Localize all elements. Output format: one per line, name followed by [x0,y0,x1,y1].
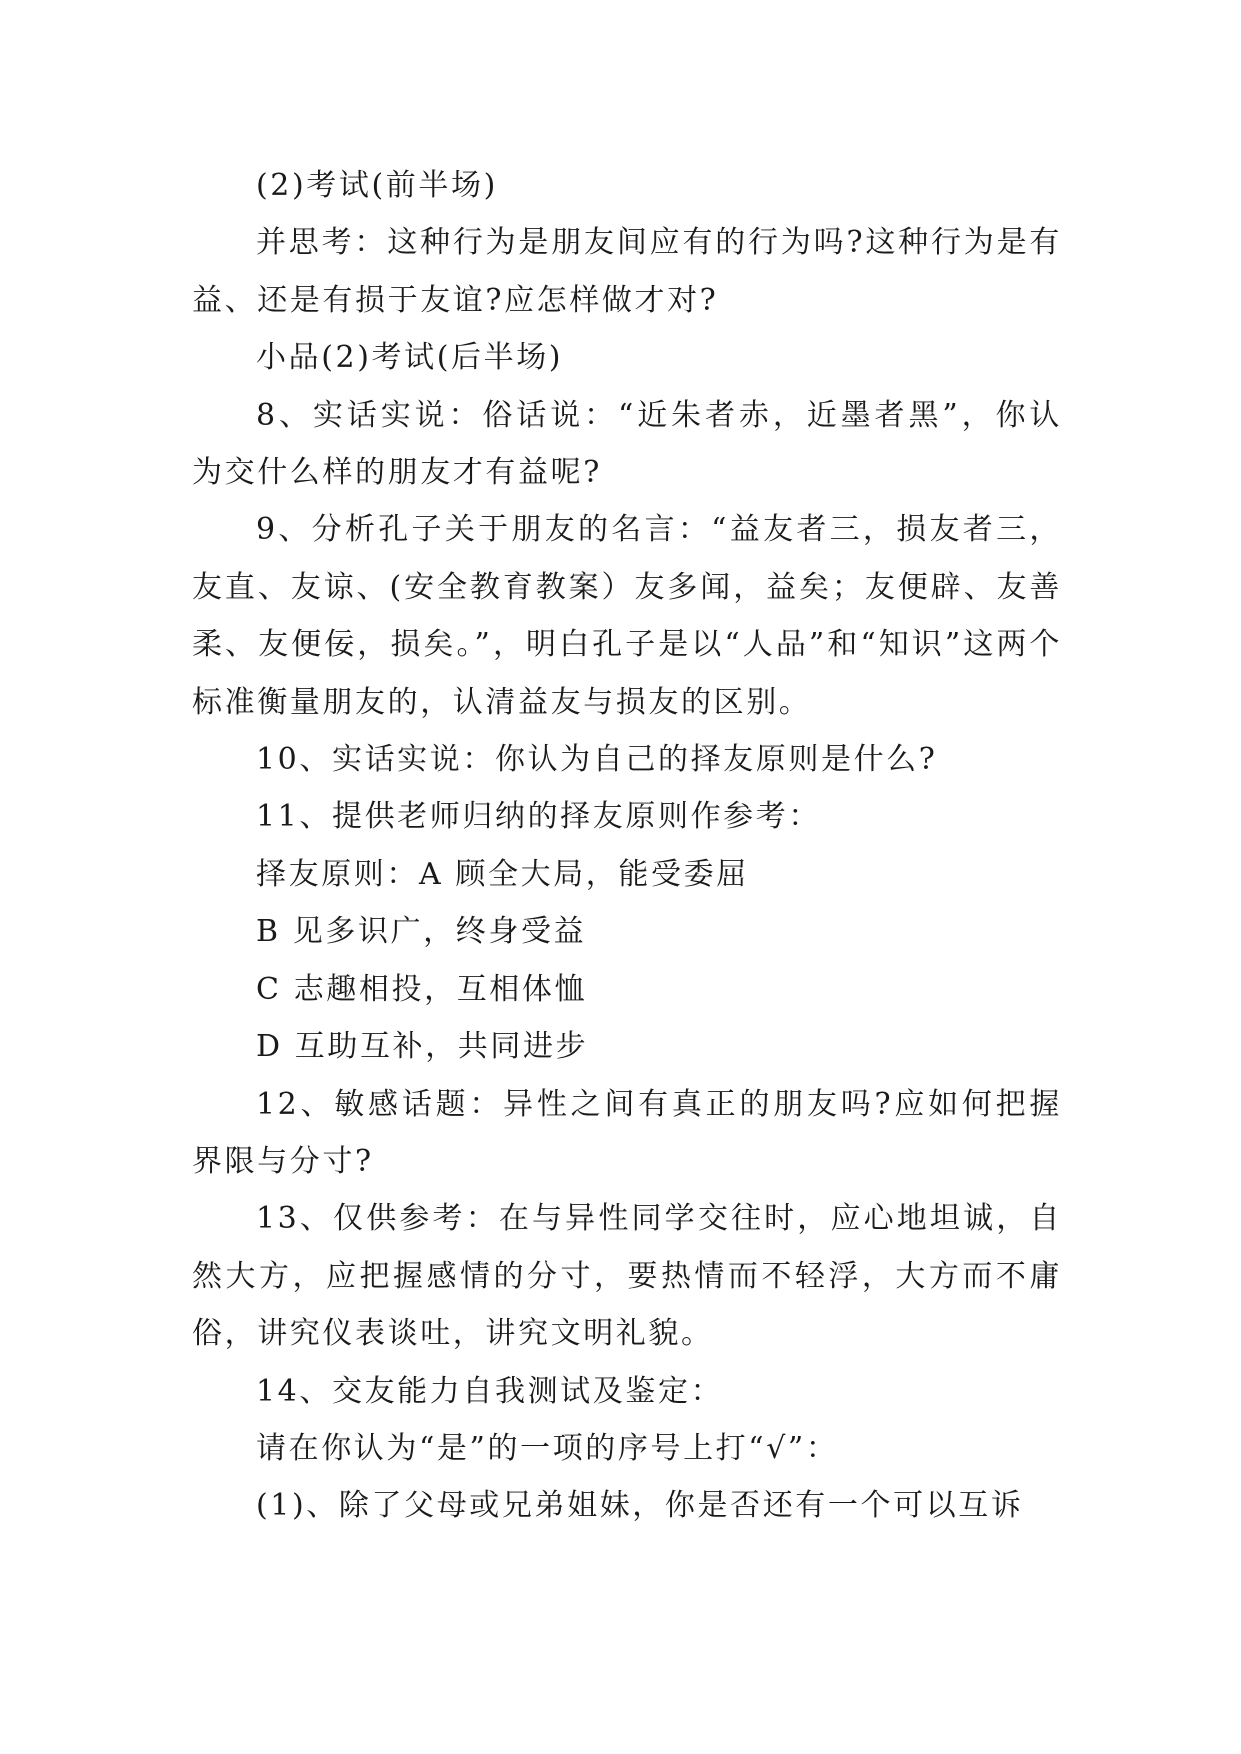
paragraph-instruction: 请在你认为“是”的一项的序号上打“√”： [256,1430,839,1466]
paragraph-item-12: 12、敏感话题：异性之间有真正的朋友吗?应如何把握界限与分寸? [192,1086,1062,1179]
paragraph-sketch-second-half: 小品(2)考试(后半场) [256,340,564,376]
paragraph-item-9: 9、分析孔子关于朋友的名言：“益友者三，损友者三，友直、友谅、(安全教育教案）友多闻，益矣；友便辟、友善柔、友便佞，损矣。”，明白孔子是以“人品”和“知识”这两个标准衡量朋友的，认清益友与损友的区别。 [192,512,1062,720]
principle-b: B 见多识广，终身受益 [256,914,587,950]
principle-c: C 志趣相投，互相体恤 [256,971,588,1007]
paragraph-reflection: 并思考：这种行为是朋友间应有的行为吗?这种行为是有益、还是有损于友谊?应怎样做才对? [192,225,1062,318]
paragraph-item-10: 10、实话实说：你认为自己的择友原则是什么? [256,742,938,778]
paragraph-exam-first-half: (2)考试(前半场) [256,168,498,203]
paragraph-item-11: 11、提供老师归纳的择友原则作参考： [256,799,821,835]
document-body [192,157,1062,1535]
paragraph-item-13: 13、仅供参考：在与异性同学交往时，应心地坦诚，自然大方，应把握感情的分寸，要热情而不轻浮，大方而不庸俗，讲究仪表谈吐，讲究文明礼貌。 [192,1201,1062,1352]
principle-d: D 互助互补，共同进步 [256,1029,589,1065]
paragraph-item-8: 8、实话实说：俗话说：“近朱者赤，近墨者黑”，你认为交什么样的朋友才有益呢? [192,397,1062,491]
paragraph-question-1: (1)、除了父母或兄弟姐妹，你是否还有一个可以互诉 [256,1488,1024,1524]
paragraph-item-14: 14、交友能力自我测试及鉴定： [256,1373,724,1409]
principle-a: 择友原则：A 顾全大局，能受委屈 [256,856,749,892]
